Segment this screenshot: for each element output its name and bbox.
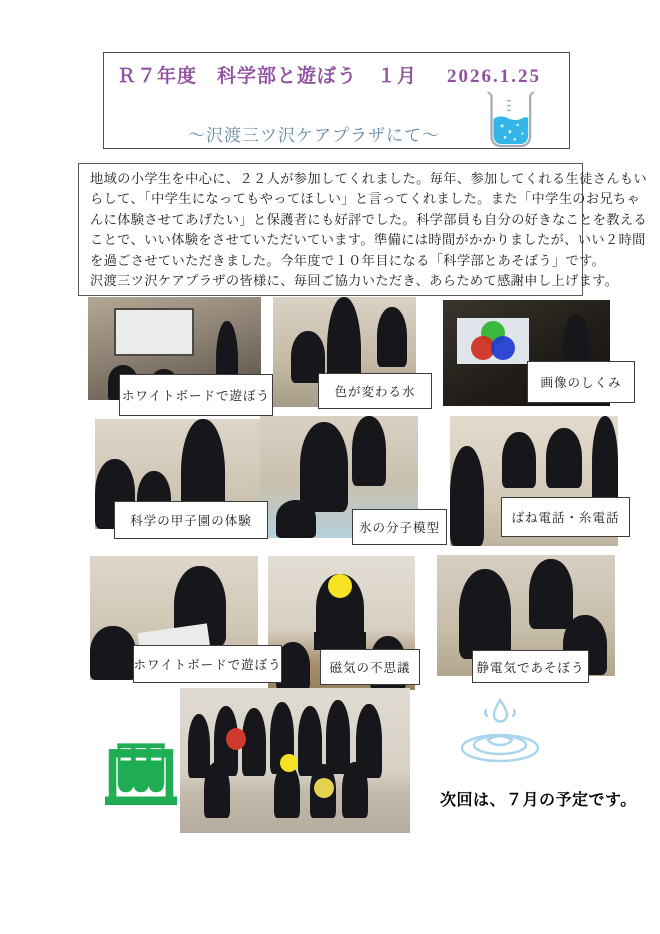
intro-line: んに体験させてあげたい」と保護者にも好評でした。科学部員も自分の好きなことを教える: [90, 211, 648, 227]
intro-line: ことで、いい体験をさせていただいています。準備には時間がかかりましたが、いい２時間: [90, 232, 646, 248]
person-silhouette: [459, 569, 511, 659]
person-silhouette: [188, 714, 210, 778]
photo-caption: 磁気の不思議: [320, 649, 420, 685]
person-silhouette: [502, 432, 536, 488]
intro-paragraph-box: [78, 163, 648, 296]
title-text: Ｒ７年度 科学部と遊ぼう １月: [117, 66, 418, 87]
person-silhouette: [326, 700, 350, 774]
beaker-lip: [488, 92, 534, 95]
person-silhouette: [546, 428, 582, 488]
person-silhouette: [300, 422, 348, 512]
page-title: [117, 61, 557, 88]
photo-caption: ホワイトボードで遊ぼう: [133, 645, 282, 683]
next-session-note: 次回は、７月の予定です。: [440, 792, 637, 809]
rgb-blue-circle: [491, 336, 515, 360]
intro-line: を過ごさせていただきました。今年度で１０年目になる「科学部とあそぼう」です。: [90, 252, 606, 268]
photo-caption: 氷の分子模型: [352, 509, 447, 545]
person-silhouette: [352, 416, 386, 486]
person-silhouette: [377, 307, 407, 367]
smiley-face-mask: [328, 574, 352, 598]
red-balloon: [226, 728, 246, 750]
header-box: [103, 52, 570, 149]
person-silhouette: [274, 764, 300, 818]
photo-caption: 色が変わる水: [318, 373, 432, 409]
photo-caption: ホワイトボードで遊ぼう: [119, 374, 273, 416]
venue-subtitle: ～沢渡三ツ沢ケアプラザにて～: [188, 126, 440, 145]
photo-caption: ばね電話・糸電話: [501, 497, 630, 537]
person-silhouette: [204, 762, 230, 818]
laptop: [314, 632, 366, 650]
photo-caption: 科学の甲子園の体験: [114, 501, 268, 539]
smiley-face-mask: [280, 754, 298, 772]
rgb-screen: [457, 318, 529, 364]
photo-caption: 画像のしくみ: [527, 361, 635, 403]
photo-group: [180, 688, 410, 833]
person-silhouette: [90, 626, 136, 680]
intro-line: らして、「中学生になってもやってほしい」と言ってくれました。また「中学生のお兄ちゃ: [90, 191, 641, 207]
intro-line: 地域の小学生を中心に、２２人が参加してくれました。毎年、参加してくれる生徒さんもい: [90, 171, 648, 186]
person-silhouette: [342, 762, 368, 818]
test-tube-rack-icon: [103, 732, 179, 806]
beaker-liquid: [493, 116, 528, 144]
event-date: 2026.1.25: [447, 66, 542, 87]
intro-line: 沢渡三ツ沢ケアプラザの皆様に、毎回ご協力いただき、あらためて感謝申し上げます。: [90, 273, 619, 289]
beaker-icon: [478, 91, 534, 151]
yellow-balloon: [314, 778, 334, 798]
person-silhouette: [529, 559, 573, 629]
photo-caption: 静電気であそぼう: [472, 650, 589, 683]
person-silhouette: [450, 446, 484, 546]
water-drop-ripple-icon: [458, 696, 542, 766]
projector-screen: [114, 308, 194, 356]
person-silhouette: [276, 500, 316, 538]
